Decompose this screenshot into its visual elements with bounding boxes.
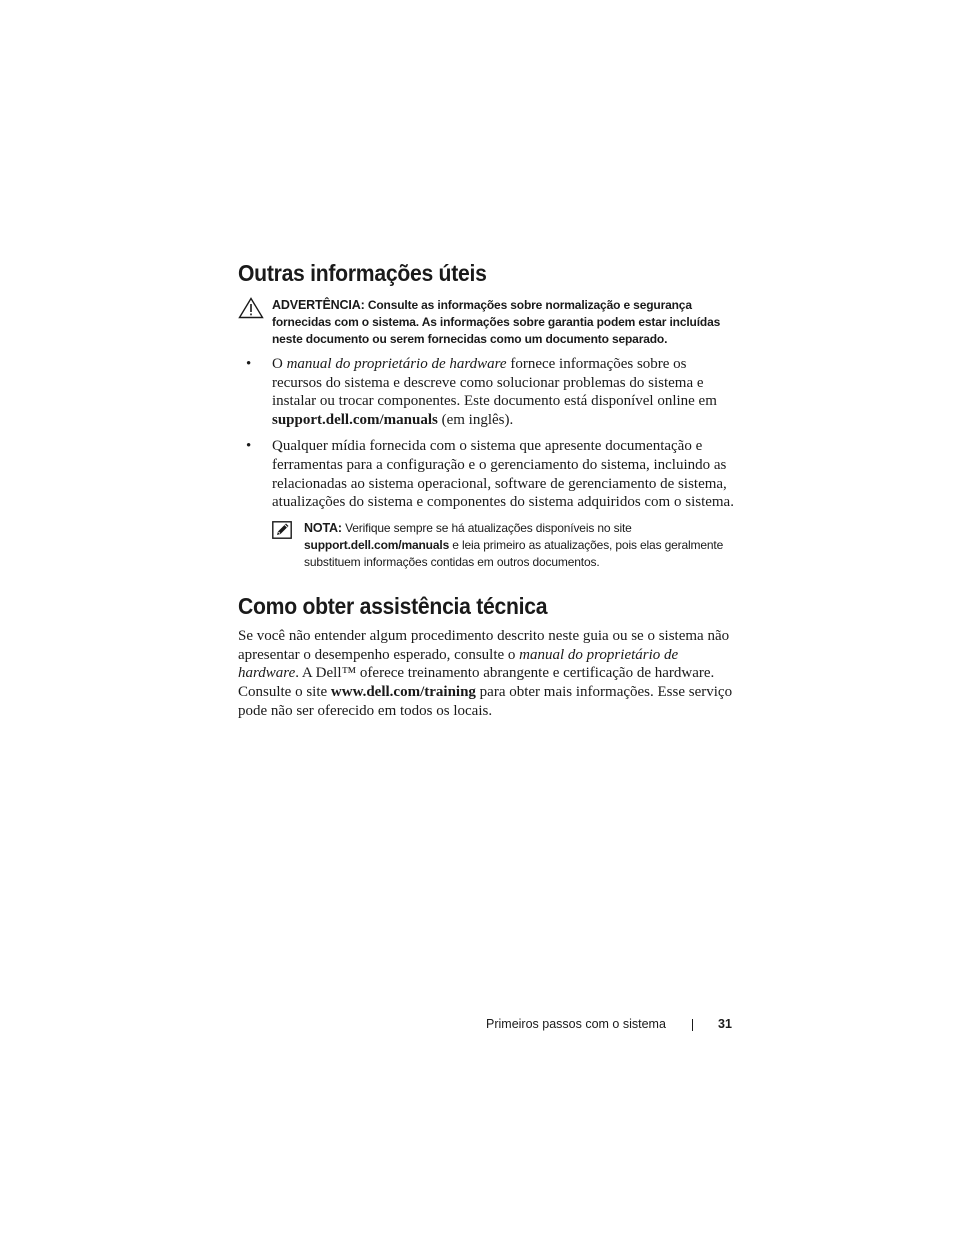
pencil-note-icon (272, 521, 292, 539)
bullet-dot: • (246, 438, 252, 455)
warning-label: ADVERTÊNCIA: (272, 298, 365, 312)
bullet-dot: • (246, 356, 252, 372)
list-item (238, 355, 738, 429)
footer-divider (692, 1019, 693, 1031)
para-text-3: para obter mais informações. Esse serviço pode não ser oferecido em todos os locais. (238, 684, 733, 719)
bullet-2-text: Qualquer mídia fornecida com o sistema que apresente documentação e ferramentas para a configuração e o gerenciamento do sistema, incluindo as relacionadas ao sistema operacional, software de gerenciamento de sistema, atualizações do sistema e componentes do sistema adquiridos com o sistema. (272, 438, 734, 511)
bullet-1-manual-title: manual do proprietário de hardware (286, 356, 507, 372)
note-text-2: e leia primeiro as atualizações, pois elas geralmente substituem informações contidas em outros documentos. (304, 537, 724, 569)
bullet-1-suffix: (em inglês). (437, 411, 514, 428)
section-title-other-info: Outras informações úteis (238, 260, 487, 286)
page-number: 31 (718, 1017, 732, 1031)
note-callout (272, 520, 738, 571)
warning-text: Consulte as informações sobre normalização e segurança fornecidas com o sistema. As informações sobre garantia podem estar incluídas neste documento ou serem fornecidas como um documento separado. (272, 298, 721, 346)
note-support-link[interactable]: support.dell.com/manuals (304, 537, 450, 552)
warning-triangle-icon (238, 297, 264, 319)
para-text-1: Se você não entender algum procedimento descrito neste guia ou se o sistema não apresentar o desempenho esperado, consulte o (238, 627, 730, 663)
warning-callout (238, 297, 738, 348)
footer-section-name: Primeiros passos com o sistema (486, 1017, 666, 1031)
para-manual-title: manual do proprietário de hardware (238, 646, 679, 682)
note-text-1: Verifique sempre se há atualizações disponíveis no site (341, 520, 632, 535)
note-label: NOTA: (304, 520, 342, 535)
tech-support-paragraph (238, 627, 738, 721)
support-manuals-link[interactable]: support.dell.com/manuals (272, 411, 438, 428)
para-text-2: . A Dell™ oferece treinamento abrangente e certificação de hardware. Consulte o site (238, 665, 715, 701)
list-item (238, 437, 738, 511)
page-content (238, 252, 738, 721)
training-link[interactable]: www.dell.com/training (330, 684, 476, 701)
section-title-tech-support: Como obter assistência técnica (238, 592, 548, 619)
bullet-1-middle: fornece informações sobre os recursos do sistema e descreve como solucionar problemas do sistema e instalar ou trocar componentes. Este documento está disponível online em (272, 356, 717, 410)
info-list (238, 355, 738, 512)
bullet-1-prefix: O (272, 356, 287, 372)
